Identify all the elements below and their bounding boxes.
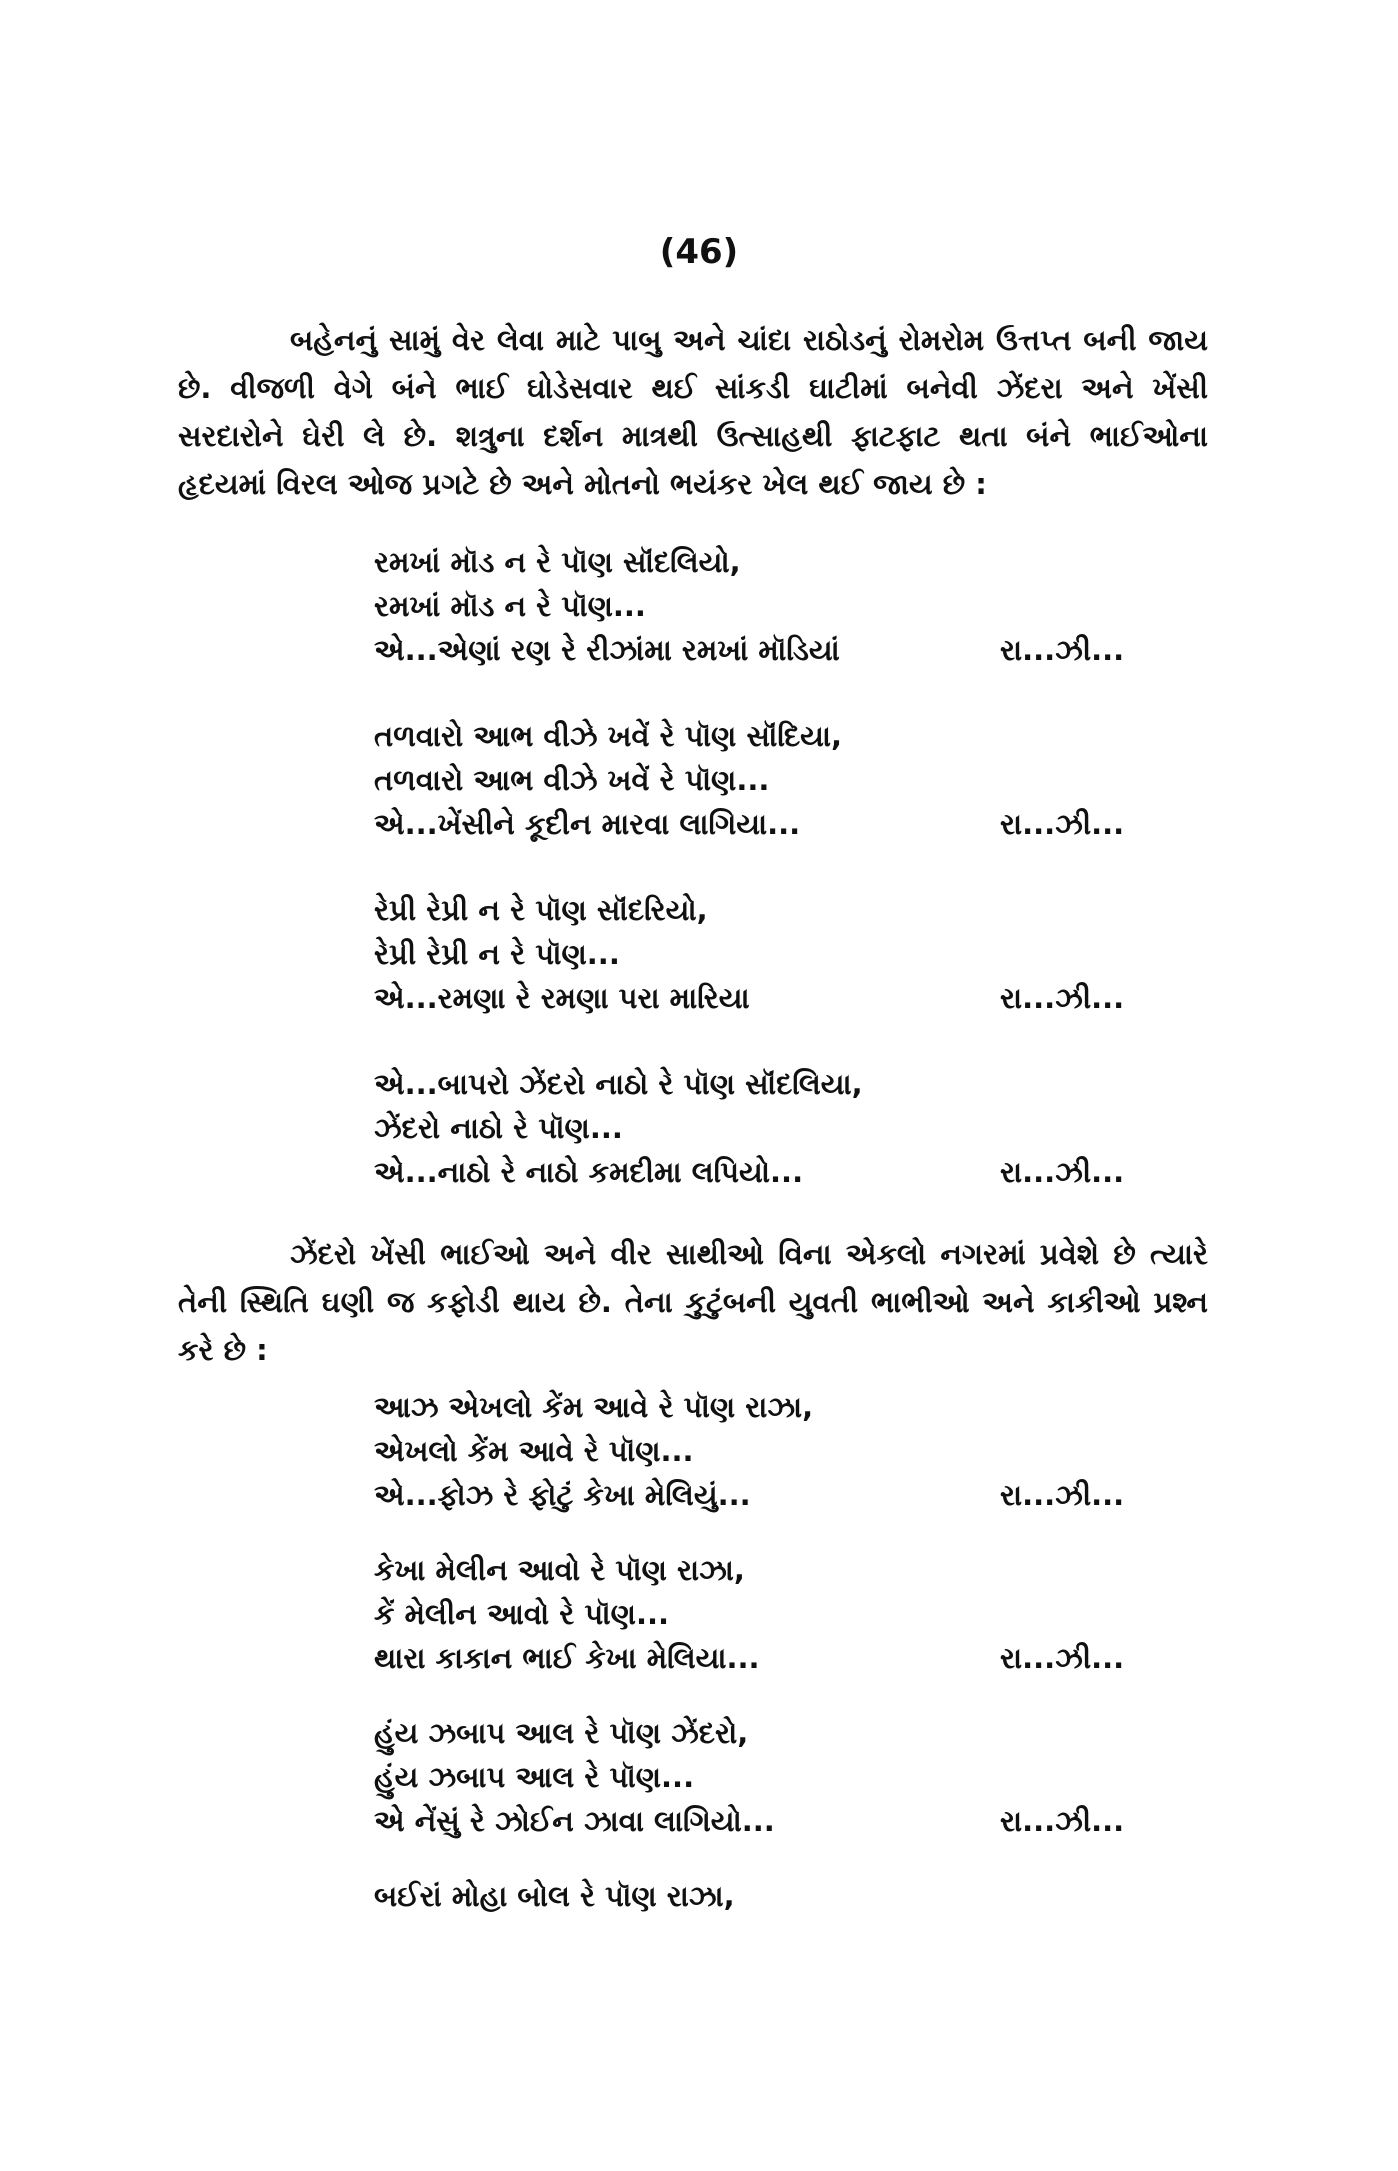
- verse-line: હુંય ઝબાપ આલ રે પૉણ ઝેંદરો,: [374, 1716, 749, 1750]
- refrain: રા...ઝી...: [1000, 633, 1125, 667]
- verse-line: એખલો કેંમ આવે રે પૉણ...: [374, 1434, 694, 1468]
- verse-line-with-refrain: [374, 1150, 1174, 1194]
- song-stanza-5: [374, 1385, 1174, 1517]
- verse-line-with-refrain: [374, 1799, 1174, 1843]
- verse-line: એ...ખેંસીને કૂદીન મારવા લાગિયા...: [374, 807, 801, 841]
- refrain: રા...ઝી...: [1000, 1478, 1125, 1512]
- verse-line: કેખા મેલીન આવો રે પૉણ રાઝા,: [374, 1553, 745, 1587]
- verse-line: તળવારો આભ વીઝે ખવેં રે પૉણ...: [374, 763, 770, 797]
- song-stanza-7: [374, 1711, 1174, 1843]
- song-stanza-8: [374, 1874, 1174, 1918]
- verse-line: કેં મેલીન આવો રે પૉણ...: [374, 1597, 669, 1631]
- verse-line: રમખાં મૉડ ન રે પૉણ સૉંદલિયો,: [374, 545, 741, 579]
- verse-line: એ...ફોઝ રે ફોટું કેખા મેલિયું...: [374, 1478, 751, 1512]
- verse-line: એ...બાપરો ઝેંદરો નાઠો રે પૉણ સૉંદલિયા,: [374, 1067, 863, 1101]
- verse-line-with-refrain: [374, 1636, 1174, 1680]
- intro-paragraph: બહેનનું સામું વેર લેવા માટે પાબુ અને ચાંદા રાઠોડનું રોમરોમ ઉત્તપ્ત બની જાય છે. વીજળી વેગે બંને ભાઈ ઘોડેસવાર થઈ સાંકડી ઘાટીમાં બનેવી ઝેંદરા અને ખેંસી સરદારોને ઘેરી લે છે. શત્રુના દર્શન માત્રથી ઉત્સાહથી ફાટફાટ થતા બંને ભાઈઓના હૃદયમાં વિરલ ઓજ પ્રગટે છે અને મોતનો ભયંકર ખેલ થઈ જાય છે :: [178, 323, 1208, 501]
- page-number: (46): [659, 232, 739, 272]
- verse-line-with-refrain: [374, 802, 1174, 846]
- verse-line: રેપ્રી રેપ્રી ન રે પૉણ...: [374, 937, 620, 971]
- song-stanza-1: [374, 540, 1174, 672]
- refrain: રા...ઝી...: [1000, 981, 1125, 1015]
- verse-line: એ...એણાં રણ રે રીઝાંમા રમખાં મૉડિયાં: [374, 633, 840, 667]
- song-stanza-3: [374, 888, 1174, 1020]
- verse-line-with-refrain: [374, 628, 1174, 672]
- verse-line-with-refrain: [374, 1473, 1174, 1517]
- verse-line: થારા કાકાન ભાઈ કેખા મેલિયા...: [374, 1641, 760, 1675]
- narrative-paragraph: ઝેંદરો ખેંસી ભાઈઓ અને વીર સાથીઓ વિના એકલો નગરમાં પ્રવેશે છે ત્યારે તેની સ્થિતિ ઘણી જ કફોડી થાય છે. તેના કુટુંબની યુવતી ભાભીઓ અને કાકીઓ પ્રશ્ન કરે છે :: [178, 1237, 1208, 1367]
- refrain: રા...ઝી...: [1000, 1155, 1125, 1189]
- verse-line: હુંય ઝબાપ આલ રે પૉણ...: [374, 1760, 695, 1794]
- song-stanza-6: [374, 1548, 1174, 1680]
- verse-line: રમખાં મૉડ ન રે પૉણ...: [374, 589, 646, 623]
- verse-line: એ...નાઠો રે નાઠો કમદીમા લપિયો...: [374, 1155, 804, 1189]
- verse-line: રેપ્રી રેપ્રી ન રે પૉણ સૉંદરિયો,: [374, 893, 708, 927]
- verse-line: ઝેંદરો નાઠો રે પૉણ...: [374, 1111, 623, 1145]
- song-stanza-4: [374, 1062, 1174, 1194]
- refrain: રા...ઝી...: [1000, 1804, 1125, 1838]
- verse-line: એ...રમણા રે રમણા પરા મારિયા: [374, 981, 750, 1015]
- verse-line: એ નેંસું રે ઝોઈન ઝાવા લાગિયો...: [374, 1804, 775, 1838]
- refrain: રા...ઝી...: [1000, 807, 1125, 841]
- song-stanza-2: [374, 714, 1174, 846]
- verse-line: આઝ એખલો કેંમ આવે રે પૉણ રાઝા,: [374, 1390, 814, 1424]
- verse-line: તળવારો આભ વીઝે ખવેં રે પૉણ સૉંદિયા,: [374, 719, 843, 753]
- refrain: રા...ઝી...: [1000, 1641, 1125, 1675]
- verse-line: બઈરાં મોહા બોલ રે પૉણ રાઝા,: [374, 1879, 735, 1913]
- verse-line-with-refrain: [374, 976, 1174, 1020]
